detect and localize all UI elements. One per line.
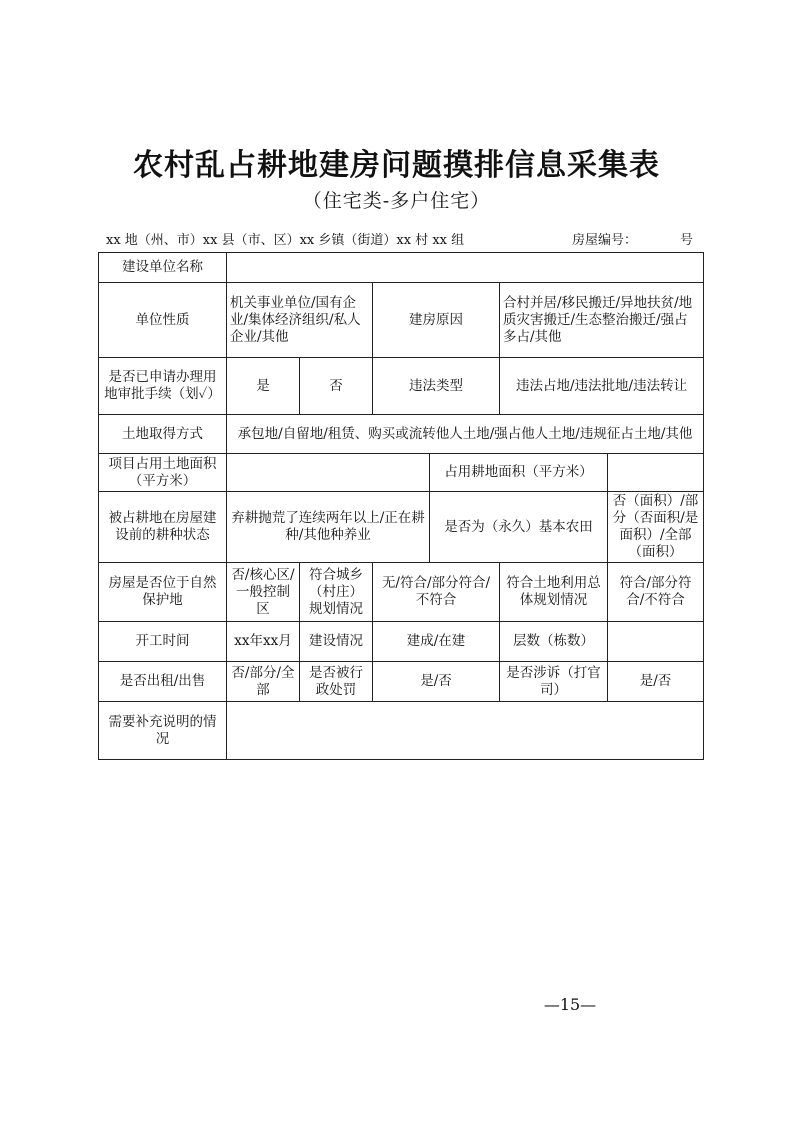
construction-reason-options[interactable]: 合村并居/移民搬迁/异地扶贫/地质灾害搬迁/生态整治搬迁/强占多占/其他 xyxy=(500,283,704,358)
unit-nature-label: 单位性质 xyxy=(99,283,227,358)
document-title: 农村乱占耕地建房问题摸排信息采集表 xyxy=(133,148,660,183)
violation-type-label: 违法类型 xyxy=(373,358,500,415)
table-row xyxy=(99,662,704,702)
land-acquisition-options[interactable]: 承包地/自留地/租赁、购买或流转他人土地/强占他人土地/违规征占土地/其他 xyxy=(227,415,704,454)
unit-nature-options[interactable]: 机关事业单位/国有企业/集体经济组织/私人企业/其他 xyxy=(227,283,373,358)
basic-farmland-options[interactable]: 否（面积）/部分（否面积/是面积）/全部（面积） xyxy=(608,492,704,563)
nature-reserve-options[interactable]: 否/核心区/一般控制区 xyxy=(227,563,300,622)
rent-sale-options[interactable]: 否/部分/全部 xyxy=(227,662,300,702)
project-land-area-label: 项目占用土地面积（平方米） xyxy=(99,454,227,492)
rent-sale-label: 是否出租/出售 xyxy=(99,662,227,702)
cultivation-status-options[interactable]: 弃耕抛荒了连续两年以上/正在耕种/其他种养业 xyxy=(227,492,430,563)
land-use-planning-options[interactable]: 符合/部分符合/不符合 xyxy=(608,563,704,622)
village-planning-label: 符合城乡（村庄）规划情况 xyxy=(300,563,373,622)
location-line: xx 地（州、市）xx 县（市、区）xx 乡镇（街道）xx 村 xx 组 xyxy=(106,233,465,248)
project-land-area-field[interactable] xyxy=(227,454,430,492)
supplementary-notes-field[interactable] xyxy=(227,702,704,760)
table-row xyxy=(99,415,704,454)
construction-status-options[interactable]: 建成/在建 xyxy=(373,622,500,662)
construction-unit-name-label: 建设单位名称 xyxy=(99,253,227,283)
table-row xyxy=(99,454,704,492)
basic-farmland-label: 是否为（永久）基本农田 xyxy=(430,492,608,563)
administrative-penalty-label: 是否被行政处罚 xyxy=(300,662,373,702)
farmland-area-label: 占用耕地面积（平方米） xyxy=(430,454,608,492)
house-number-label: 房屋编号： xyxy=(572,233,638,248)
table-row xyxy=(99,253,704,283)
administrative-penalty-options[interactable]: 是/否 xyxy=(373,662,500,702)
litigation-label: 是否涉诉（打官司） xyxy=(500,662,608,702)
table-row xyxy=(99,702,704,760)
supplementary-notes-label: 需要补充说明的情况 xyxy=(99,702,227,760)
approval-applied-label: 是否已申请办理用地审批手续（划✓） xyxy=(99,358,227,415)
table-row xyxy=(99,492,704,563)
table-row xyxy=(99,283,704,358)
farmland-area-field[interactable] xyxy=(608,454,704,492)
floor-count-label: 层数（栋数） xyxy=(500,622,608,662)
table-row xyxy=(99,563,704,622)
cultivation-status-label: 被占耕地在房屋建设前的耕种状态 xyxy=(99,492,227,563)
violation-type-options[interactable]: 违法占地/违法批地/违法转让 xyxy=(500,358,704,415)
approval-yes-option[interactable]: 是 xyxy=(227,358,300,415)
info-collection-table xyxy=(98,252,704,760)
approval-no-option[interactable]: 否 xyxy=(300,358,373,415)
start-time-field[interactable]: xx年xx月 xyxy=(227,622,300,662)
house-number-suffix: 号 xyxy=(680,233,694,248)
table-row xyxy=(99,358,704,415)
document-subtitle: （住宅类-多户住宅） xyxy=(302,190,491,212)
land-use-planning-label: 符合土地利用总体规划情况 xyxy=(500,563,608,622)
construction-reason-label: 建房原因 xyxy=(373,283,500,358)
start-time-label: 开工时间 xyxy=(99,622,227,662)
village-planning-options[interactable]: 无/符合/部分符合/不符合 xyxy=(373,563,500,622)
construction-unit-name-field[interactable] xyxy=(227,253,704,283)
page-number: —15— xyxy=(543,995,597,1014)
construction-status-label: 建设情况 xyxy=(300,622,373,662)
table-row xyxy=(99,622,704,662)
land-acquisition-label: 土地取得方式 xyxy=(99,415,227,454)
nature-reserve-label: 房屋是否位于自然保护地 xyxy=(99,563,227,622)
floor-count-field[interactable] xyxy=(608,622,704,662)
litigation-options[interactable]: 是/否 xyxy=(608,662,704,702)
